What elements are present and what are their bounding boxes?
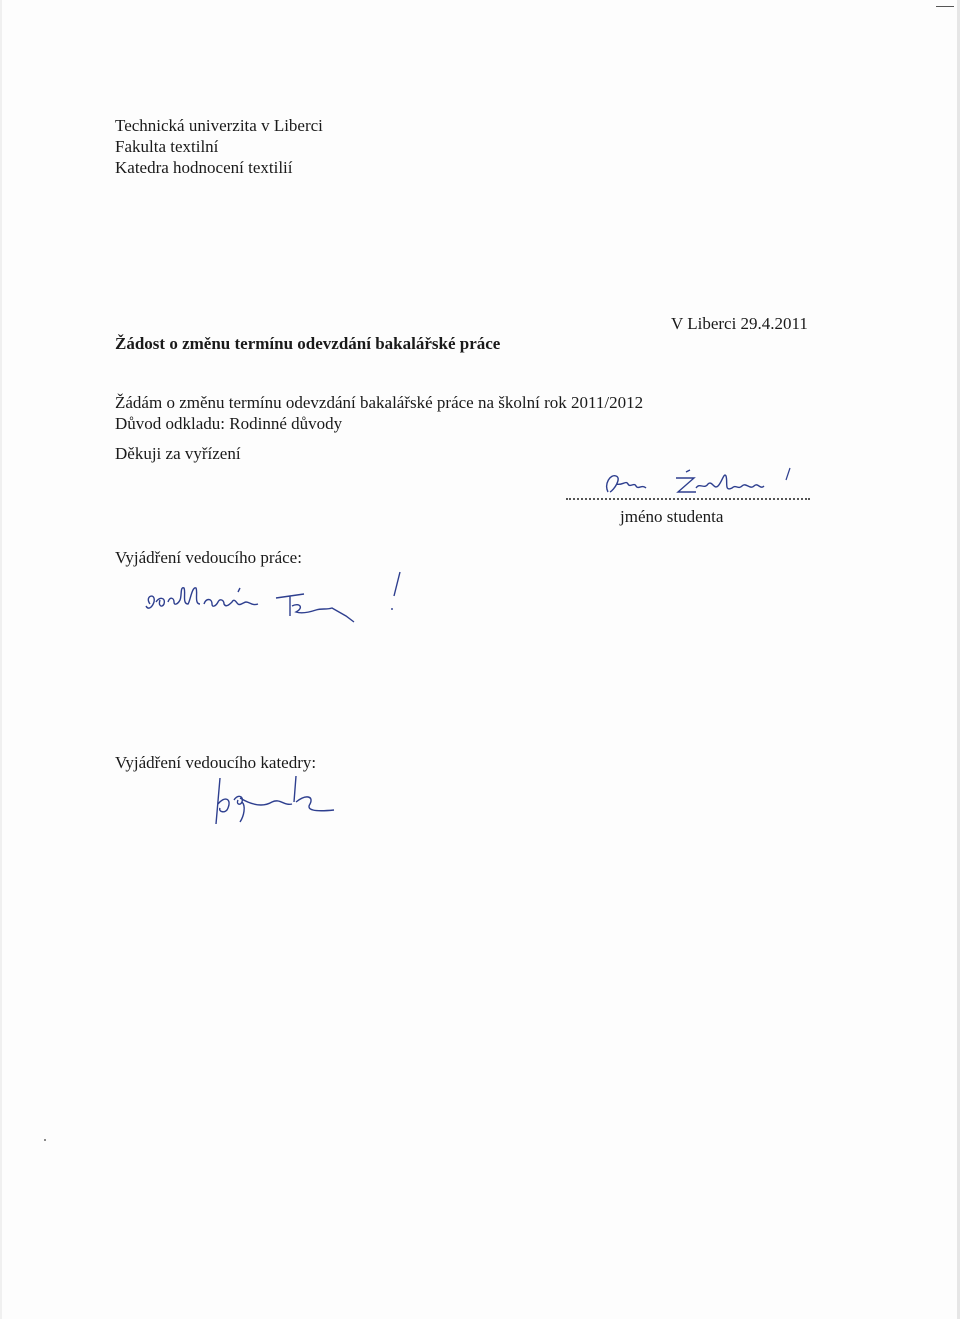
department-name: Katedra hodnocení textilií (115, 158, 293, 177)
thanks-line: Děkuji za vyřízení (115, 444, 241, 463)
faculty-name: Fakulta textilní (115, 137, 219, 156)
head-signature (210, 768, 350, 832)
scan-speck (44, 1139, 46, 1141)
scan-corner-mark (936, 6, 954, 7)
student-signature (600, 462, 800, 502)
supervisor-handwriting (140, 568, 420, 638)
postponement-reason: Důvod odkladu: Rodinné důvody (115, 414, 343, 433)
request-title: Žádost o změnu termínu odevzdání bakalářské práce (115, 334, 501, 353)
supervisor-statement-label: Vyjádření vedoucího práce: (115, 548, 302, 567)
request-body-line: Žádám o změnu termínu odevzdání bakalářské práce na školní rok 2011/2012 (115, 393, 644, 412)
place-date: V Liberci 29.4.2011 (671, 314, 808, 333)
university-name: Technická univerzita v Liberci (115, 116, 323, 135)
scan-edge-left (0, 0, 2, 1319)
head-statement-label: Vyjádření vedoucího katedry: (115, 753, 317, 772)
student-name-caption: jméno studenta (620, 507, 724, 526)
signature-dotted-line (566, 498, 810, 500)
